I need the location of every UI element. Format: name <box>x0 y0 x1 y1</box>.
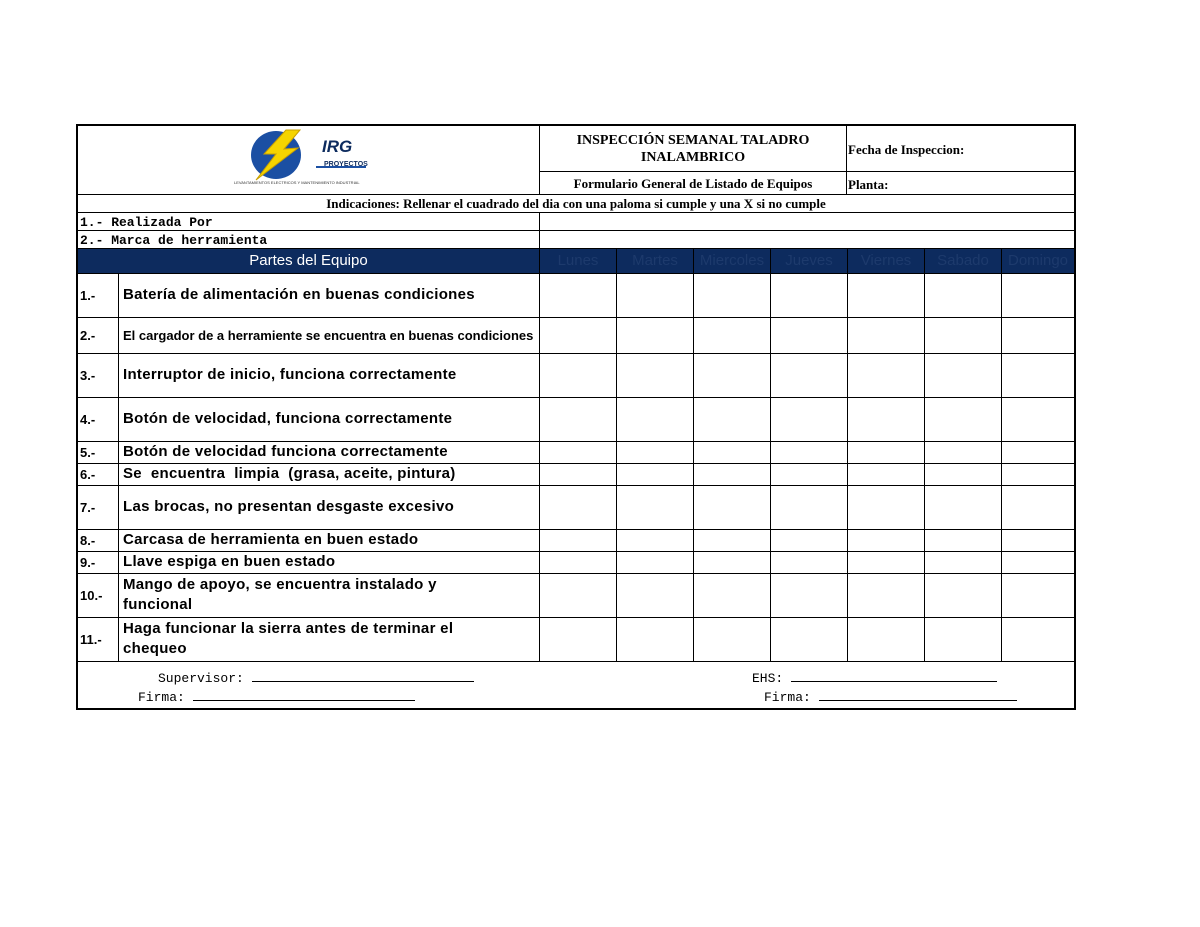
check-cell-domingo[interactable] <box>1002 274 1073 317</box>
check-cell-viernes[interactable] <box>848 530 924 551</box>
check-cell-martes[interactable] <box>617 464 693 485</box>
item-num: 6.- <box>80 466 96 482</box>
supervisor-signature <box>158 669 474 686</box>
item-text: Batería de alimentación en buenas condiciones <box>123 286 475 303</box>
check-cell-sabado[interactable] <box>925 618 1001 661</box>
check-cell-martes[interactable] <box>617 274 693 317</box>
check-cell-sabado[interactable] <box>925 274 1001 317</box>
item-num: 2.- <box>80 327 96 343</box>
check-cell-miercoles[interactable] <box>694 354 770 397</box>
supervisor-line[interactable] <box>252 669 474 682</box>
company-logo <box>228 128 388 190</box>
check-cell-viernes[interactable] <box>848 398 924 441</box>
supervisor-label: Supervisor: <box>158 671 244 686</box>
check-cell-jueves[interactable] <box>771 530 847 551</box>
check-cell-miercoles[interactable] <box>694 442 770 463</box>
item-text: Llave espiga en buen estado <box>123 553 336 570</box>
parts-header-label: Partes del Equipo <box>249 252 368 269</box>
check-cell-miercoles[interactable] <box>694 274 770 317</box>
check-cell-domingo[interactable] <box>1002 442 1073 463</box>
check-cell-martes[interactable] <box>617 574 693 617</box>
check-cell-lunes[interactable] <box>540 318 616 353</box>
check-cell-viernes[interactable] <box>848 274 924 317</box>
check-cell-miercoles[interactable] <box>694 318 770 353</box>
check-cell-miercoles[interactable] <box>694 618 770 661</box>
check-cell-lunes[interactable] <box>540 398 616 441</box>
check-cell-viernes[interactable] <box>848 442 924 463</box>
check-cell-lunes[interactable] <box>540 486 616 529</box>
check-cell-jueves[interactable] <box>771 574 847 617</box>
check-cell-sabado[interactable] <box>925 530 1001 551</box>
check-cell-lunes[interactable] <box>540 530 616 551</box>
check-cell-domingo[interactable] <box>1002 486 1073 529</box>
check-cell-lunes[interactable] <box>540 552 616 573</box>
check-cell-jueves[interactable] <box>771 398 847 441</box>
check-cell-lunes[interactable] <box>540 618 616 661</box>
check-cell-domingo[interactable] <box>1002 464 1073 485</box>
check-cell-viernes[interactable] <box>848 552 924 573</box>
check-cell-sabado[interactable] <box>925 398 1001 441</box>
check-cell-martes[interactable] <box>617 530 693 551</box>
form-title: INSPECCIÓN SEMANAL TALADRO INALAMBRICO <box>576 133 810 165</box>
firma-right-signature <box>764 688 1017 705</box>
day-header-martes: Martes <box>617 249 693 273</box>
form-subtitle: Formulario General de Listado de Equipos <box>573 176 813 191</box>
check-cell-viernes[interactable] <box>848 486 924 529</box>
check-cell-martes[interactable] <box>617 552 693 573</box>
item-num: 10.- <box>80 587 103 603</box>
check-cell-viernes[interactable] <box>848 464 924 485</box>
item-text: Botón de velocidad funciona correctamente <box>123 443 448 460</box>
day-header-miercoles: Miercoles <box>694 249 770 273</box>
check-cell-sabado[interactable] <box>925 574 1001 617</box>
marca-herramienta-label: 2.- Marca de herramienta <box>80 233 268 248</box>
check-cell-sabado[interactable] <box>925 464 1001 485</box>
marca-herramienta-field[interactable] <box>539 231 1074 248</box>
ehs-signature <box>752 669 997 686</box>
check-cell-martes[interactable] <box>617 354 693 397</box>
item-text: Interruptor de inicio, funciona correctamente <box>123 366 457 383</box>
check-cell-sabado[interactable] <box>925 318 1001 353</box>
inspection-form <box>76 124 1076 710</box>
item-num: 3.- <box>80 367 96 383</box>
check-cell-viernes[interactable] <box>848 574 924 617</box>
instructions-text: Indicaciones: Rellenar el cuadrado del dia con una paloma si cumple y una X si no cumple <box>326 196 826 211</box>
day-header-lunes: Lunes <box>540 249 616 273</box>
firma-left-line[interactable] <box>193 688 415 701</box>
check-cell-viernes[interactable] <box>848 318 924 353</box>
check-cell-sabado[interactable] <box>925 486 1001 529</box>
logo-tagline: LEVANTAMIENTOS ELECTRICOS Y MANTENIMIENTO INDUSTRIAL <box>234 180 360 185</box>
fecha-inspeccion-label: Fecha de Inspeccion: <box>848 142 965 157</box>
check-cell-lunes[interactable] <box>540 354 616 397</box>
logo-text: IRG <box>322 137 353 156</box>
ehs-line[interactable] <box>791 669 997 682</box>
item-num: 11.- <box>80 631 102 647</box>
day-header-jueves: Jueves <box>771 249 847 273</box>
check-cell-miercoles[interactable] <box>694 552 770 573</box>
item-text: Se encuentra limpia (grasa, aceite, pintura) <box>123 465 456 482</box>
check-cell-jueves[interactable] <box>771 274 847 317</box>
ehs-label: EHS: <box>752 671 784 686</box>
check-cell-domingo[interactable] <box>1002 530 1073 551</box>
check-cell-lunes[interactable] <box>540 574 616 617</box>
check-cell-sabado[interactable] <box>925 442 1001 463</box>
check-cell-domingo[interactable] <box>1002 318 1073 353</box>
item-num: 5.- <box>80 444 96 460</box>
check-cell-jueves[interactable] <box>771 552 847 573</box>
firma-right-label: Firma: <box>764 690 811 705</box>
realizada-por-label: 1.- Realizada Por <box>80 215 213 230</box>
check-cell-domingo[interactable] <box>1002 398 1073 441</box>
check-cell-sabado[interactable] <box>925 354 1001 397</box>
check-cell-martes[interactable] <box>617 486 693 529</box>
check-cell-miercoles[interactable] <box>694 464 770 485</box>
check-cell-domingo[interactable] <box>1002 552 1073 573</box>
check-cell-martes[interactable] <box>617 318 693 353</box>
item-text: Mango de apoyo, se encuentra instalado y funcional <box>123 576 437 613</box>
check-cell-jueves[interactable] <box>771 464 847 485</box>
check-cell-sabado[interactable] <box>925 552 1001 573</box>
firma-right-line[interactable] <box>819 688 1017 701</box>
check-cell-lunes[interactable] <box>540 464 616 485</box>
day-header-sabado: Sabado <box>925 249 1001 273</box>
check-cell-miercoles[interactable] <box>694 574 770 617</box>
check-cell-viernes[interactable] <box>848 618 924 661</box>
planta-label: Planta: <box>848 177 889 192</box>
check-cell-jueves[interactable] <box>771 318 847 353</box>
check-cell-lunes[interactable] <box>540 442 616 463</box>
check-cell-domingo[interactable] <box>1002 574 1073 617</box>
day-header-domingo: Domingo <box>1002 249 1074 273</box>
check-cell-lunes[interactable] <box>540 274 616 317</box>
check-cell-miercoles[interactable] <box>694 398 770 441</box>
item-num: 8.- <box>80 532 96 548</box>
check-cell-miercoles[interactable] <box>694 486 770 529</box>
item-num: 9.- <box>80 554 96 570</box>
item-text: Haga funcionar la sierra antes de terminar el chequeo <box>123 620 454 657</box>
item-text: Carcasa de herramienta en buen estado <box>123 531 419 548</box>
check-cell-domingo[interactable] <box>1002 354 1073 397</box>
check-cell-jueves[interactable] <box>771 442 847 463</box>
firma-left-signature <box>138 688 415 705</box>
parts-header <box>78 249 539 273</box>
item-text: Las brocas, no presentan desgaste excesivo <box>123 498 455 515</box>
item-num: 4.- <box>80 411 96 427</box>
check-cell-martes[interactable] <box>617 618 693 661</box>
item-num: 7.- <box>80 499 96 515</box>
firma-left-label: Firma: <box>138 690 185 705</box>
logo-subtitle: PROYECTOS <box>324 161 368 168</box>
item-text: El cargador de a herramiente se encuentra en buenas condiciones <box>123 327 534 343</box>
check-cell-martes[interactable] <box>617 398 693 441</box>
check-cell-jueves[interactable] <box>771 618 847 661</box>
realizada-por-field[interactable] <box>539 213 1074 230</box>
item-text: Botón de velocidad, funciona correctamente <box>123 410 453 427</box>
item-num: 1.- <box>80 287 96 303</box>
check-cell-jueves[interactable] <box>771 354 847 397</box>
check-cell-jueves[interactable] <box>771 486 847 529</box>
check-cell-martes[interactable] <box>617 442 693 463</box>
day-header-viernes: Viernes <box>848 249 924 273</box>
check-cell-domingo[interactable] <box>1002 618 1073 661</box>
check-cell-miercoles[interactable] <box>694 530 770 551</box>
check-cell-viernes[interactable] <box>848 354 924 397</box>
